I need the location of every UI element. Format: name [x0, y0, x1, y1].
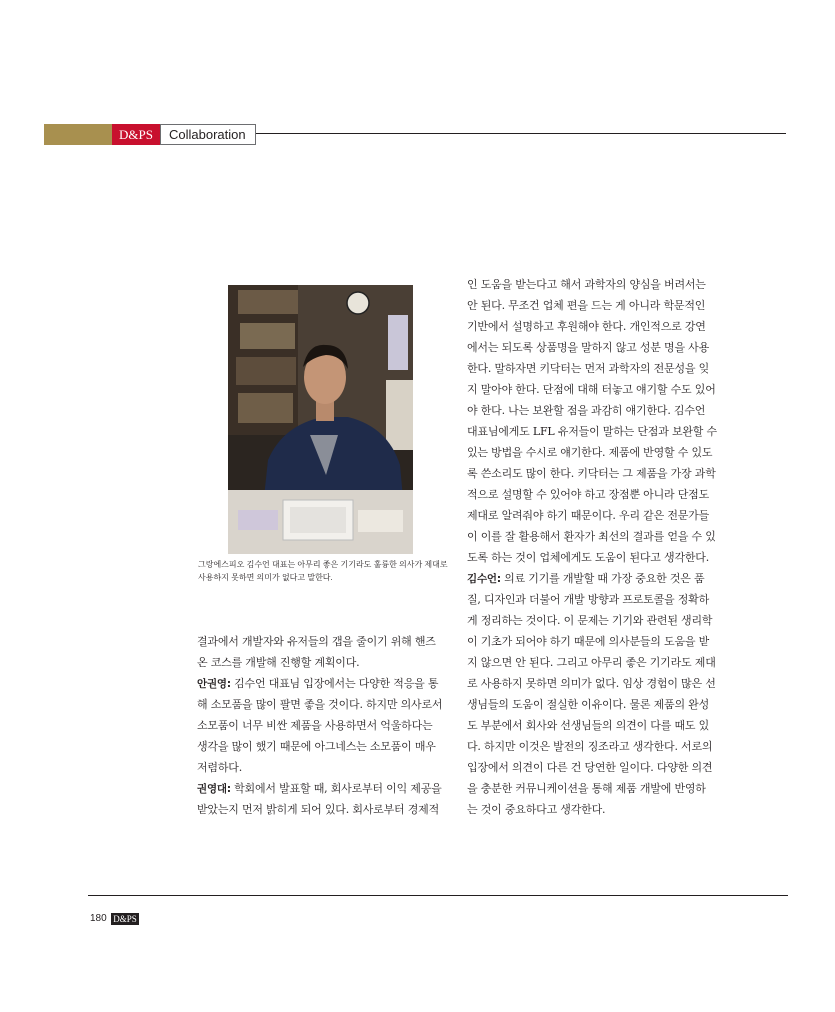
text-line — [197, 631, 442, 652]
text-line — [467, 715, 717, 736]
section-label: Collaboration — [160, 124, 256, 145]
line-text: 에서는 되도록 상품명을 말하지 않고 성분 명을 사용 — [467, 341, 710, 354]
line-text: 적으로 설명할 수 있어야 하고 장점뿐 아니라 단점도 — [467, 488, 710, 501]
text-line — [467, 295, 717, 316]
line-text: 제대로 알려줘야 하기 때문이다. 우리 같은 전문가들 — [467, 509, 710, 522]
speaker-name: 안권영: — [197, 678, 231, 690]
text-line — [467, 757, 717, 778]
header-brand-logo: D&PS — [112, 124, 160, 145]
text-line — [467, 673, 717, 694]
line-text: 인 도움을 받는다고 해서 과학자의 양심을 버려서는 — [467, 278, 706, 291]
line-text: 기반에서 설명하고 후원해야 한다. 개인적으로 강연 — [467, 320, 706, 333]
text-line — [467, 778, 717, 799]
text-line — [197, 778, 442, 799]
text-line — [197, 673, 442, 694]
text-line — [467, 799, 717, 820]
text-line — [197, 799, 442, 820]
line-text: 생각을 많이 했기 때문에 아그네스는 소모품이 매우 — [197, 740, 436, 753]
text-line — [467, 652, 717, 673]
line-text: 지 않으면 안 된다. 그리고 아무리 좋은 기기라도 제대 — [467, 656, 716, 669]
text-line — [467, 568, 717, 589]
caption-line: 사용하지 못하면 의미가 없다고 말한다. — [198, 573, 333, 582]
text-line — [197, 694, 442, 715]
line-text: 대표님에게도 LFL 유저들이 말하는 단점과 보완할 수 — [467, 425, 717, 438]
line-text: 소모품이 너무 비싼 제품을 사용하면서 억울하다는 — [197, 719, 433, 732]
line-text: 게 정리하는 것이다. 이 문제는 기기와 관련된 생리학 — [467, 614, 713, 627]
footer-logo: D&PS — [111, 913, 139, 925]
footer-divider — [88, 895, 788, 896]
line-text: 는 것이 중요하다고 생각한다. — [467, 803, 606, 816]
line-text: 있는 방법을 수시로 얘기한다. 제품에 반영할 수 있도 — [467, 446, 713, 459]
line-text: 입장에서 의견이 다른 건 당연한 일이다. 다양한 의견 — [467, 761, 713, 774]
photo-caption — [198, 558, 448, 584]
speaker-name: 김수언: — [467, 573, 501, 585]
speaker-name: 권영대: — [197, 783, 231, 795]
text-line — [197, 736, 442, 757]
line-text: 이 이를 잘 활용해서 환자가 최선의 결과를 얻을 수 있 — [467, 530, 716, 543]
line-text: 결과에서 개발자와 유저들의 갭을 줄이기 위해 핸즈 — [197, 635, 436, 648]
line-text: 김수언 대표님 입장에서는 다양한 적응을 통 — [230, 677, 439, 690]
text-line — [467, 442, 717, 463]
line-text: 로 사용하지 못하면 의미가 없다. 임상 경험이 많은 선 — [467, 677, 716, 690]
text-line — [467, 316, 717, 337]
text-line — [197, 757, 442, 778]
text-line — [467, 358, 717, 379]
text-line — [467, 694, 717, 715]
text-line — [467, 631, 717, 652]
text-line — [467, 337, 717, 358]
line-text: 도 부분에서 회사와 선생님들의 의견이 다를 때도 있 — [467, 719, 710, 732]
text-line — [197, 715, 442, 736]
line-text: 다. 하지만 이것은 발전의 징조라고 생각한다. 서로의 — [467, 740, 713, 753]
page-number: 180 — [90, 913, 107, 924]
text-line — [467, 484, 717, 505]
text-line — [197, 652, 442, 673]
text-line — [467, 547, 717, 568]
text-line — [467, 421, 717, 442]
caption-line: 그랑에스피오 김수언 대표는 아무리 좋은 기기라도 훌륭한 의사가 제대로 — [198, 560, 448, 569]
right-column — [467, 274, 717, 820]
text-line — [467, 526, 717, 547]
text-line — [467, 736, 717, 757]
line-text: 의료 기기를 개발할 때 가장 중요한 것은 품 — [500, 572, 705, 585]
line-text: 야 한다. 나는 보완할 점을 과감히 얘기한다. 김수언 — [467, 404, 706, 417]
header-gold-bar — [44, 124, 112, 145]
line-text: 받았는지 먼저 밝히게 되어 있다. 회사로부터 경제적 — [197, 803, 440, 816]
text-line — [467, 463, 717, 484]
left-column — [197, 631, 442, 820]
text-line — [467, 589, 717, 610]
text-line — [467, 400, 717, 421]
header-divider — [256, 133, 786, 134]
interview-photo — [228, 285, 413, 554]
line-text: 생님들의 도움이 절실한 이유이다. 물론 제품의 완성 — [467, 698, 710, 711]
line-text: 해 소모품을 많이 팔면 좋을 것이다. 하지만 의사로서 — [197, 698, 443, 711]
line-text: 학회에서 발표할 때, 회사로부터 이익 제공을 — [230, 782, 442, 795]
line-text: 지 말아야 한다. 단점에 대해 터놓고 얘기할 수도 있어 — [467, 383, 716, 396]
line-text: 저렴하다. — [197, 761, 243, 774]
line-text: 안 된다. 무조건 업체 편을 드는 게 아니라 학문적인 — [467, 299, 706, 312]
text-line — [467, 610, 717, 631]
text-line — [467, 274, 717, 295]
line-text: 이 기초가 되어야 하기 때문에 의사분들의 도움을 받 — [467, 635, 710, 648]
line-text: 온 코스를 개발해 진행할 계획이다. — [197, 656, 360, 669]
line-text: 한다. 말하자면 키닥터는 먼저 과학자의 전문성을 잊 — [467, 362, 710, 375]
text-line — [467, 505, 717, 526]
text-line — [467, 379, 717, 400]
interview-photo-illustration — [228, 285, 413, 554]
line-text: 도록 하는 것이 업체에게도 도움이 된다고 생각한다. — [467, 551, 710, 564]
line-text: 을 충분한 커뮤니케이션을 통해 제품 개발에 반영하 — [467, 782, 706, 795]
line-text: 질, 디자인과 더불어 개발 방향과 프로토콜을 정확하 — [467, 593, 710, 606]
line-text: 록 쓴소리도 많이 한다. 키닥터는 그 제품을 가장 과학 — [467, 467, 716, 480]
